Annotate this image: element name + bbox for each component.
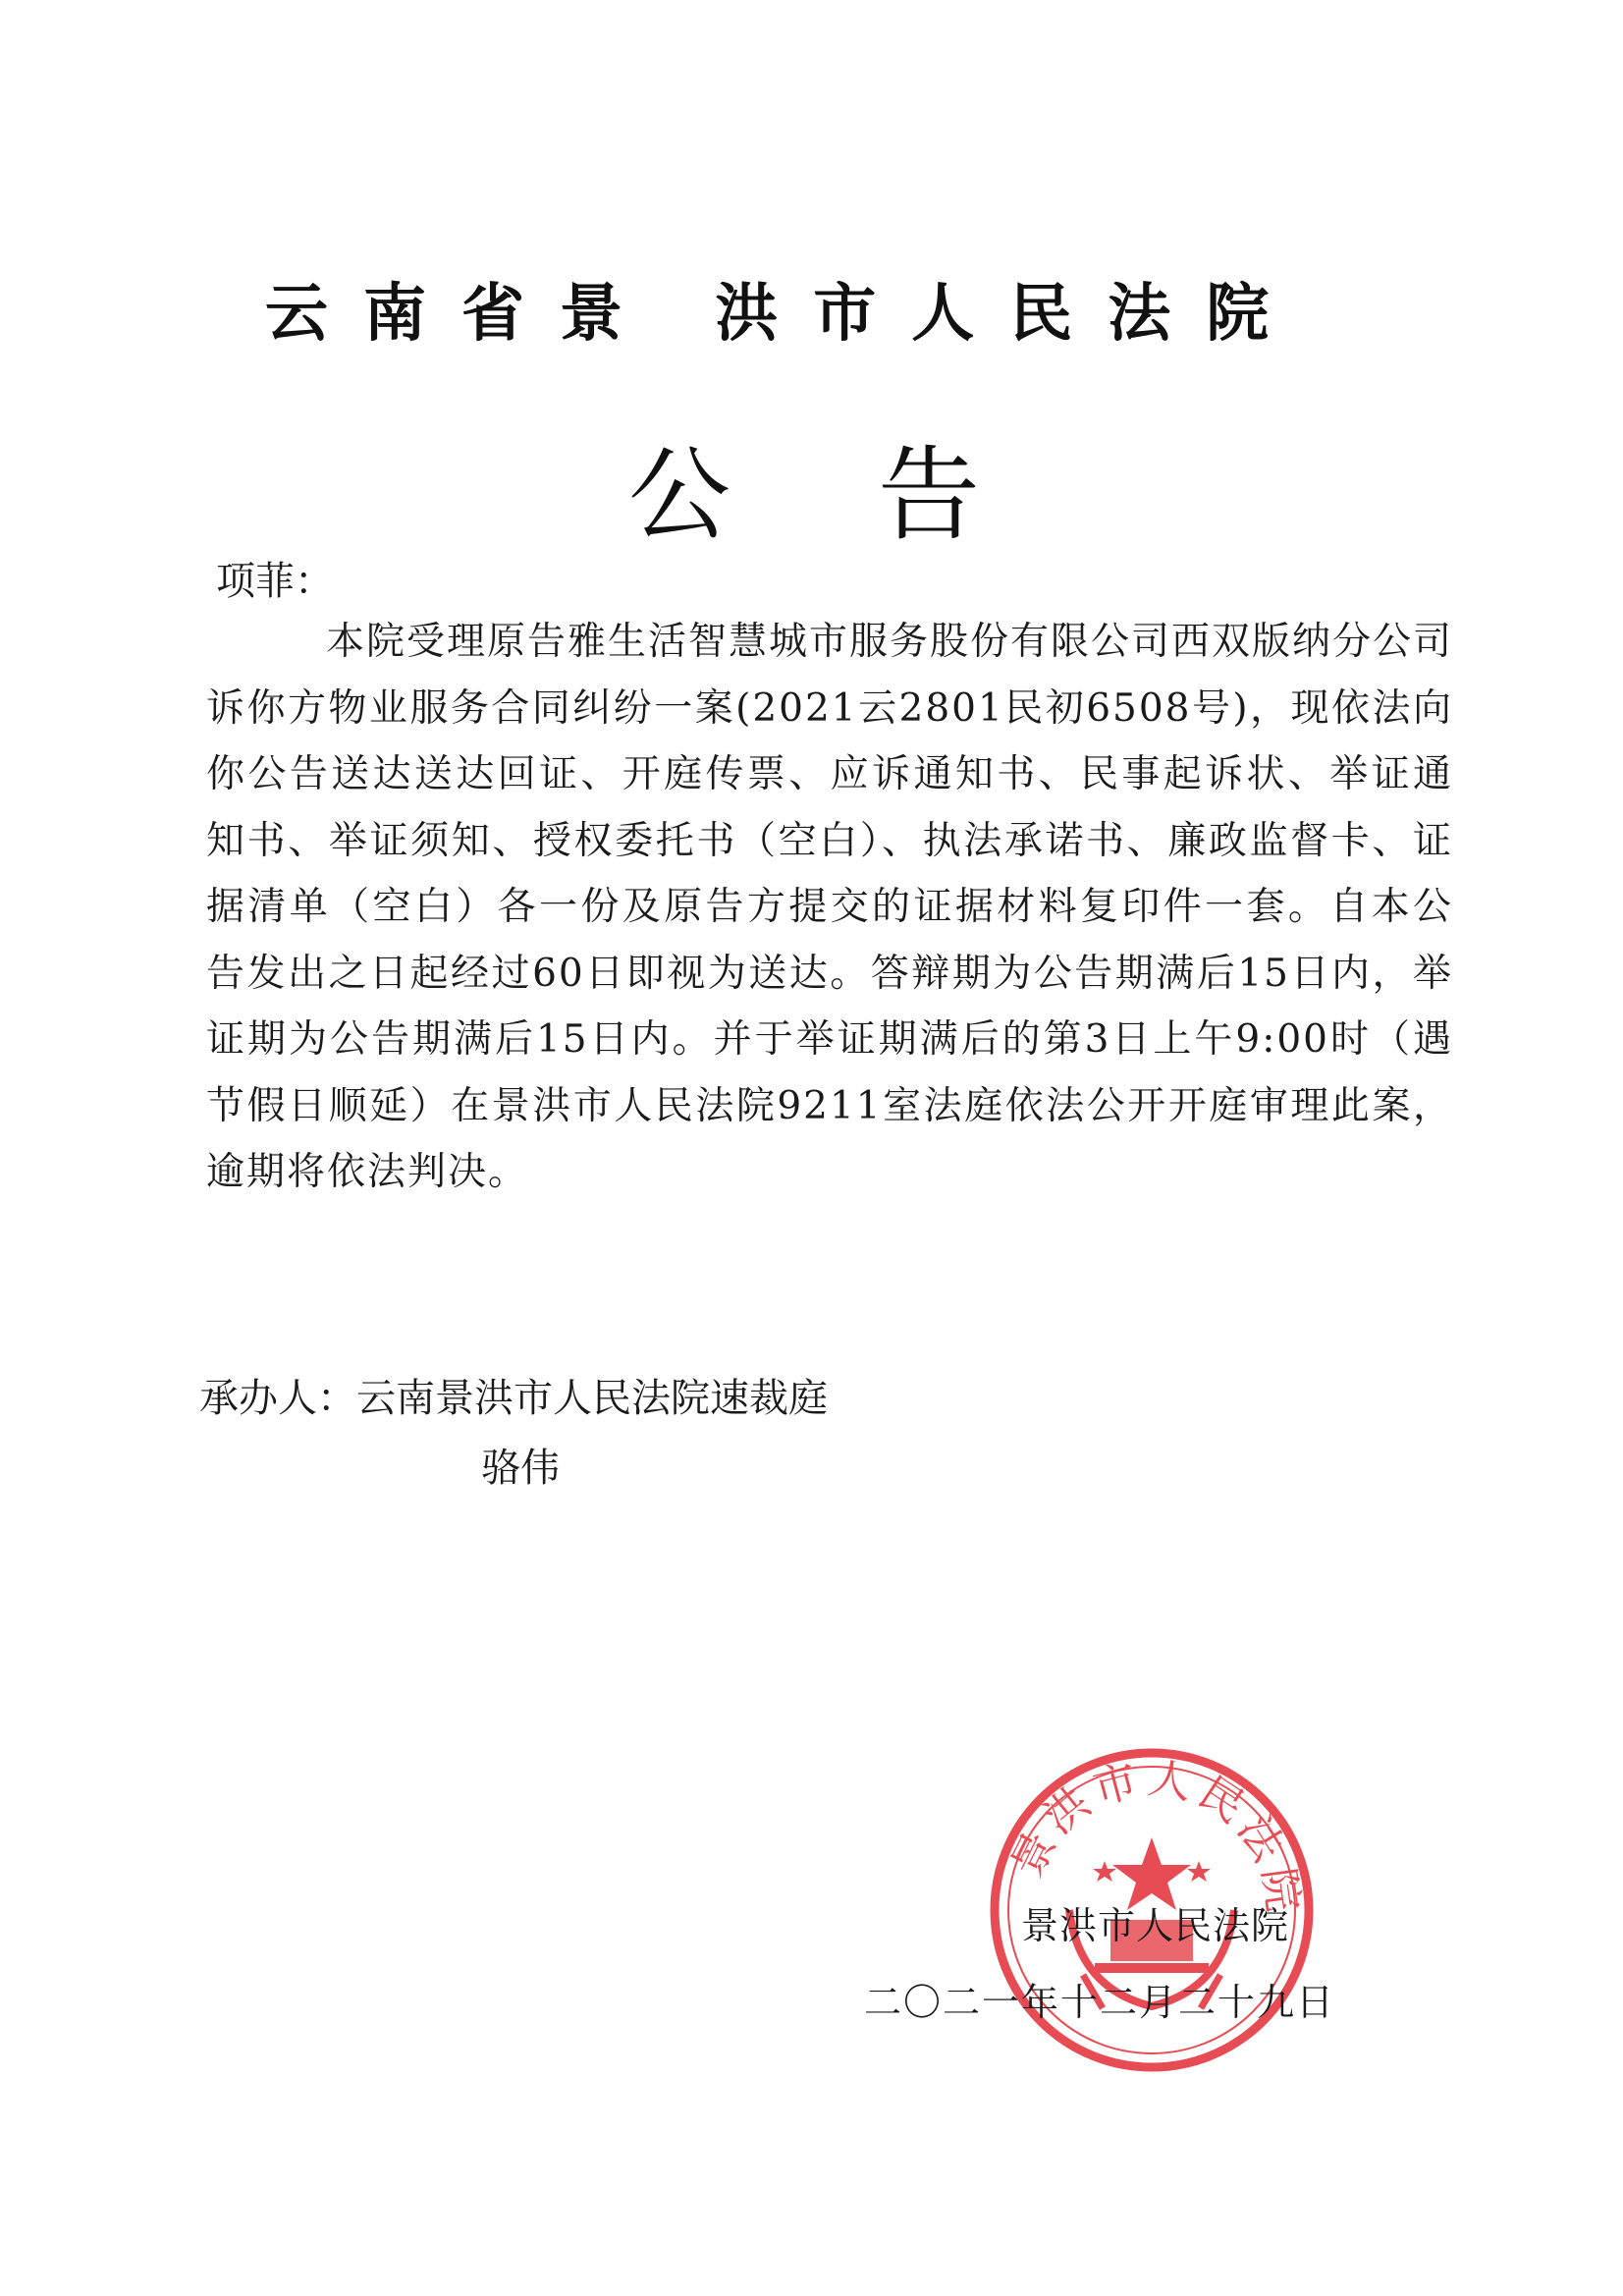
seal-ring-text: 景洪市人民法院 [1001, 1752, 1309, 1921]
handler-name: 骆伟 [481, 1446, 560, 1491]
handler-line: 承办人：云南景洪市人民法院速裁庭 [199, 1376, 828, 1421]
signature-date: 二〇二一年十二月二十九日 [864, 1981, 1336, 2024]
court-title: 云南省景 洪市人民法院 [265, 278, 1305, 351]
notice-title: 公告 [628, 435, 1128, 555]
notice-body: 本院受理原告雅生活智慧城市服务股份有限公司西双版纳分公司诉你方物业服务合同纠纷一案(2021云2801民初6508号)，现依法向你公告送达送达回证、开庭传票、应诉通知书、民事起诉状、举证通知书、举证须知、授权委托书（空白）、执法承诺书、廉政监督卡、证据清单（空白）各一份及原告方提交的证据材料复印件一套。自本公告发出之日起经过60日即视为送达。答辩期为公告期满后15日内，举证期为公告期满后15日内。并于举证期满后的第3日上午9:00时（遇节假日顺延）在景洪市人民法院9211室法庭依法公开开庭审理此案，逾期将依法判决。 [206, 620, 1454, 1194]
addressee: 项菲： [216, 559, 334, 604]
signature-court: 景洪市人民法院 [1021, 1904, 1290, 1947]
